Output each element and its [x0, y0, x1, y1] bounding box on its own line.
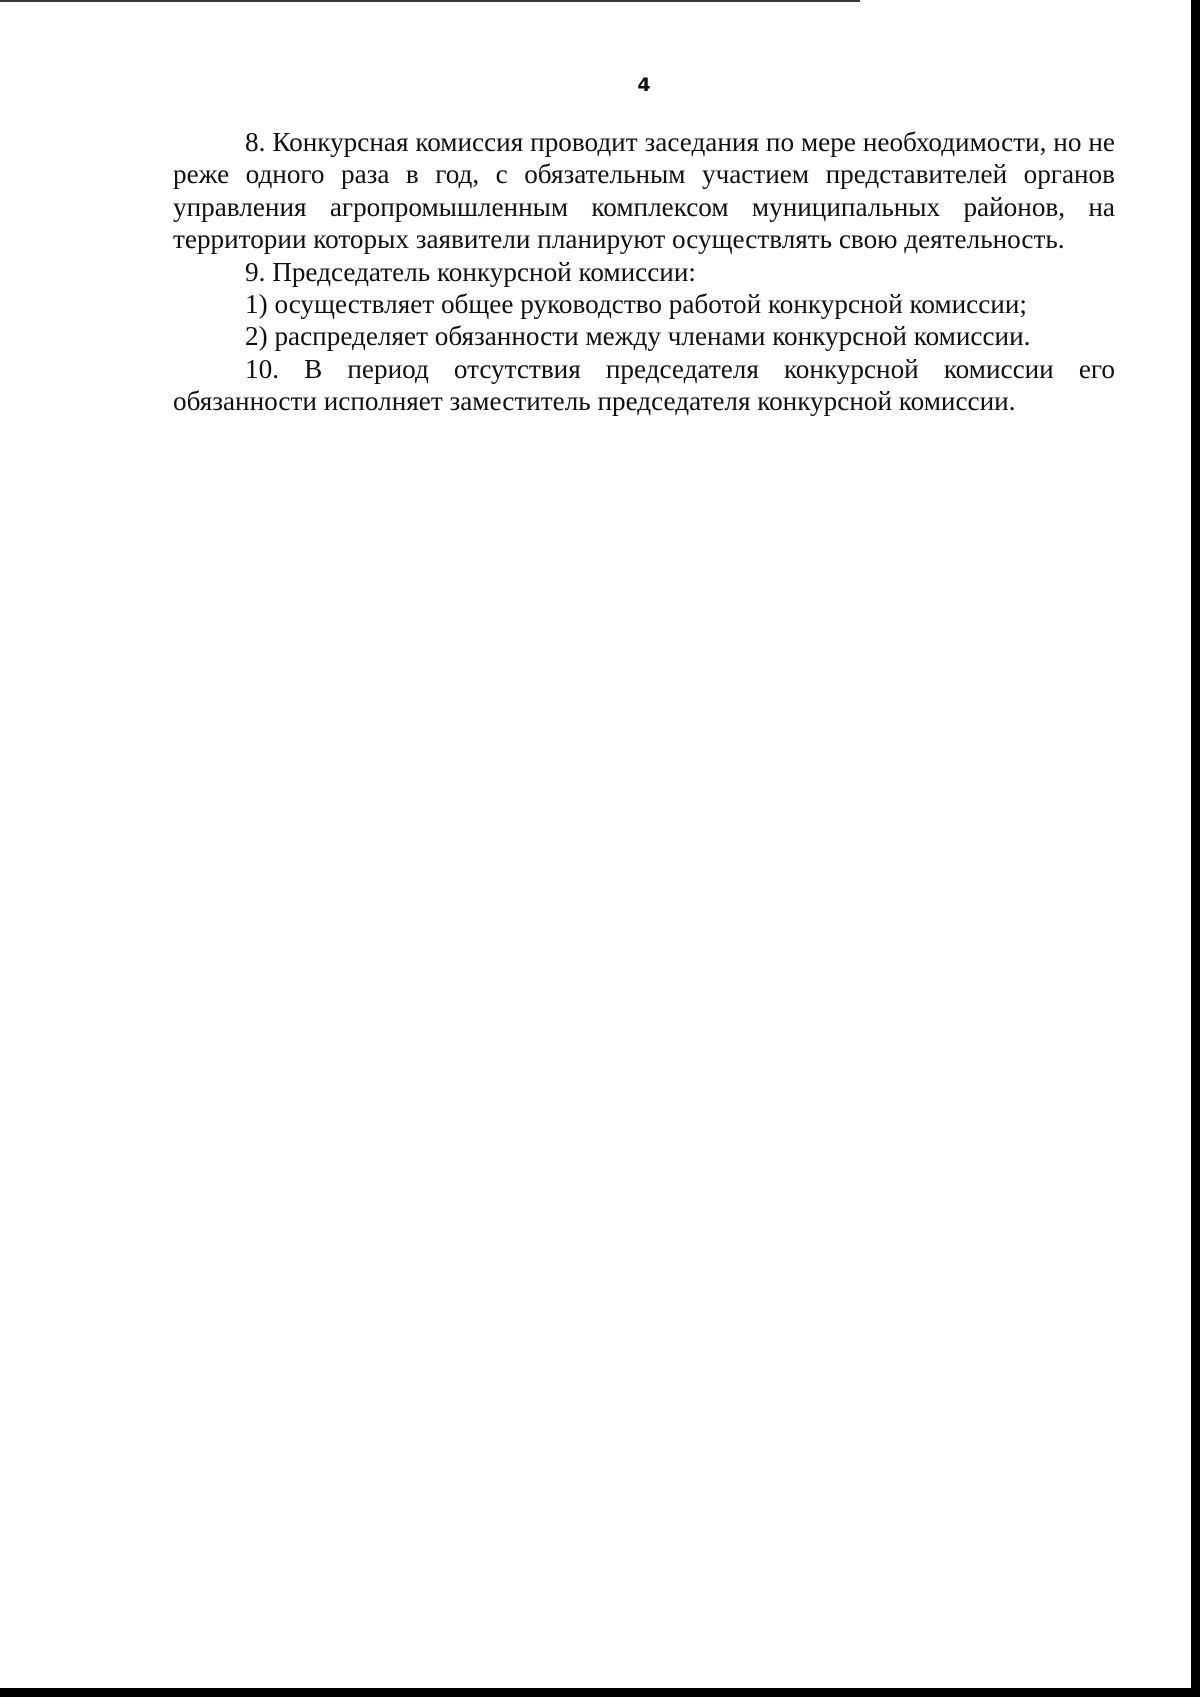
paragraph-9-item-2: 2) распределяет обязанности между членами конкурсной комиссии. — [245, 321, 1031, 352]
scan-top-edge — [0, 0, 860, 2]
paragraph-10: 10. В период отсутствия председателя конкурсной комиссии его обязанности исполняет заместитель председателя конкурсной комиссии. — [173, 353, 1115, 417]
scan-bottom-border — [0, 1688, 1200, 1697]
paragraph-8: 8. Конкурсная комиссия проводит заседания по мере необходимости, но не реже одного раза в год, с обязательным участием представителей органов управления агропромышленным комплексом муниципальных районов, на территории которых заявители планируют осуществлять свою деятельность. — [173, 127, 1115, 255]
document-body — [173, 126, 1115, 418]
scan-right-border — [1191, 0, 1200, 1697]
page-number: 4 — [637, 74, 651, 96]
paragraph-9-item-1: 1) осуществляет общее руководство работой конкурсной комиссии; — [245, 289, 1027, 320]
paragraph-9: 9. Председатель конкурсной комиссии: — [245, 256, 696, 287]
